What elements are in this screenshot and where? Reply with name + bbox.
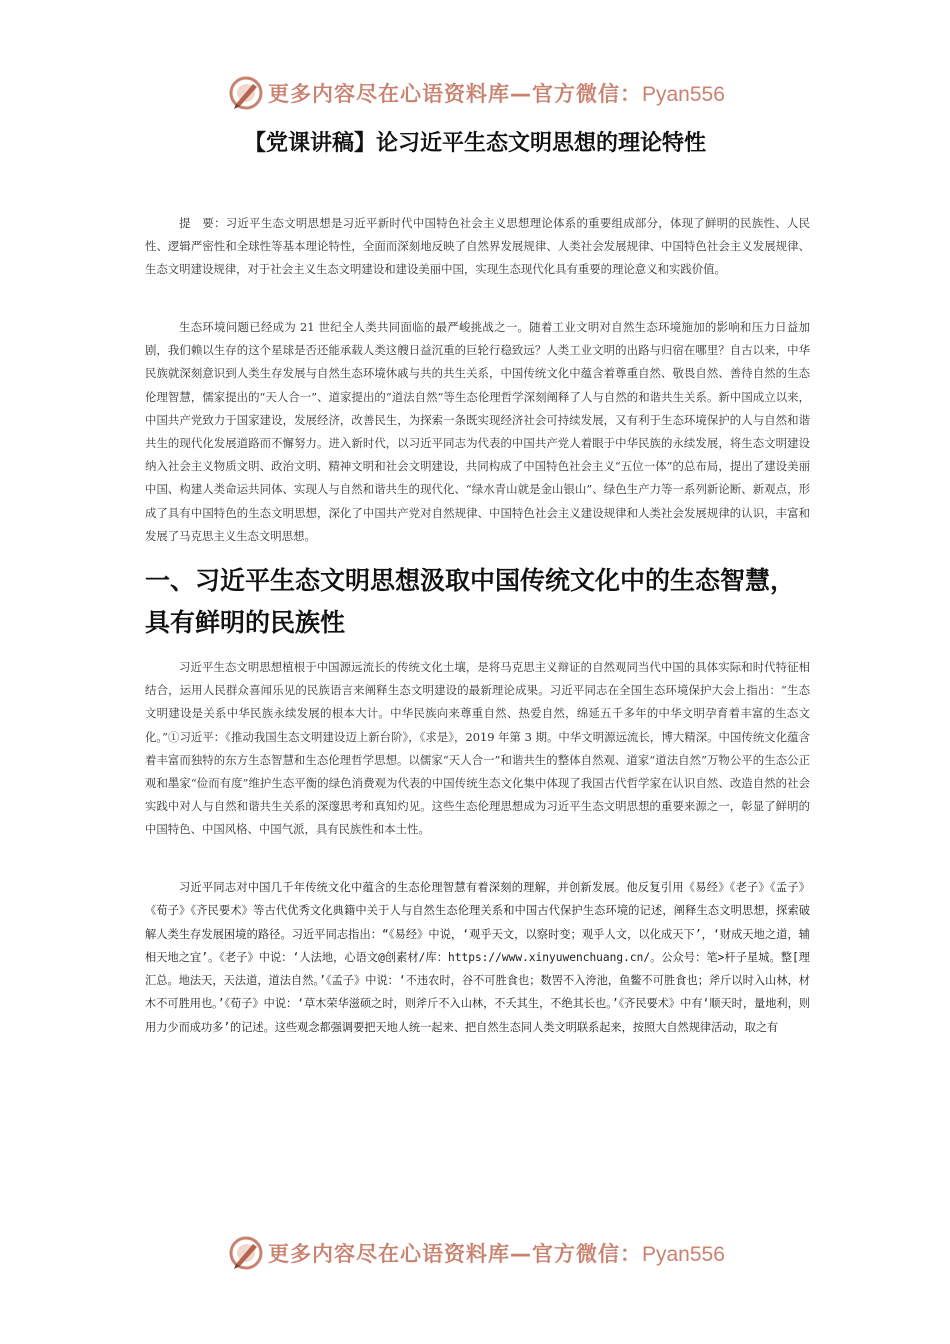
document-title: 【党课讲稿】论习近平生态文明思想的理论特性 (243, 131, 706, 156)
pen-logo-icon (228, 75, 264, 111)
section-paragraph-2: 习近平同志对中国几千年传统文化中蕴含的生态伦理智慧有着深刻的理解，并创新发展。他反复引用《易经》《老子》《孟子》《荀子》《齐民要术》等古代优秀文化典籍中关于人与自然生态伦理关系和中国古代保护生态环境的记述，阐释生态文明思想，探索破解人类生存发展困境的路径。习近平同志指出：“《易经》中说，‘观乎天文，以察时变；观乎人文，以化成天下’，‘财成天地之道，辅相天地之宜’。《老子》中说：‘人法地，心语文@创素材/库：https://www.xinyuwenchuang.cn/。公众号：笔>杆子星城。整[理汇总。地法天，天法道，道法自然。’《孟子》中说：‘不违农时，谷不可胜食也；数罟不入洿池，鱼鳖不可胜食也；斧斤以时入山林，材木不可胜用也。’《荀子》中说：‘草木荣华滋硕之时，则斧斤不入山林，不夭其生，不绝其长也。’《齐民要术》中有‘顺天时，量地利，则用力少而成功多’的记述。这些观念都强调要把天地人统一起来、把自然生态同人类文明联系起来，按照大自然规律活动，取之有 (145, 881, 810, 1034)
wechat-id: Pyan556 (642, 83, 725, 106)
section-heading: 一、习近平生态文明思想汲取中国传统文化中的生态智慧，具有鲜明的民族性 (145, 566, 796, 637)
header-banner (228, 73, 728, 113)
banner-text: 更多内容尽在心语资料库—官方微信：Pyan556 (268, 1242, 725, 1266)
section-paragraph-1: 习近平生态文明思想植根于中国源远流长的传统文化土壤，是将马克思主义辩证的自然观同当代中国的具体实际和时代特征相结合，运用人民群众喜闻乐见的民族语言来阐释生态文明建设的最新理论成果。习近平同志在全国生态环境保护大会上指出：“生态文明建设是关系中华民族永续发展的根本大计。中华民族向来尊重自然、热爱自然，绵延五千多年的中华文明孕育着丰富的生态文化。”①习近平：《推动我国生态文明建设迈上新台阶》，《求是》，2019 年第 3 期。中华文明源远流长，博大精深。中国传统文化蕴含着丰富而独特的东方生态智慧和生态伦理哲学思想。以儒家“天人合一”和谐共生的整体自然观、道家“道法自然”万物公平的生态公正观和墨家“俭而有度”维护生态平衡的绿色消费观为代表的中国传统生态文化集中体现了我国古代哲学家在认识自然、改造自然的社会实践中对人与自然和谐共生关系的深邃思考和真知灼见。这些生态伦理思想成为习近平生态文明思想的重要来源之一，彰显了鲜明的中国特色、中国风格、中国气派，具有民族性和本土性。 (145, 660, 810, 837)
wechat-id: Pyan556 (642, 1243, 725, 1266)
banner-text: 更多内容尽在心语资料库—官方微信：Pyan556 (268, 82, 725, 106)
abstract-paragraph: 提 要：习近平生态文明思想是习近平新时代中国特色社会主义思想理论体系的重要组成部分，体现了鲜明的民族性、人民性、逻辑严密性和全球性等基本理论特性，全面而深刻地反映了自然界发展规律、人类社会发展规律、中国特色社会主义发展规律、生态文明建设规律，对于社会主义生态文明建设和建设美丽中国，实现生态现代化具有重要的理论意义和实践价值。 (145, 216, 810, 277)
pen-logo-icon (228, 1235, 264, 1271)
footer-banner (228, 1233, 728, 1273)
intro-paragraph: 生态环境问题已经成为 21 世纪全人类共同面临的最严峻挑战之一。随着工业文明对自然生态环境施加的影响和压力日益加剧，我们赖以生存的这个星球是否还能承载人类这艘日益沉重的巨轮行稳致远？人类工业文明的出路与归宿在哪里？自古以来，中华民族就深刻意识到人类生存发展与自然生态环境休戚与共的共生关系，中国传统文化中蕴含着尊重自然、敬畏自然、善待自然的生态伦理智慧，儒家提出的“天人合一”、道家提出的“道法自然”等生态伦理哲学深刻阐释了人与自然的和谐共生关系。新中国成立以来，中国共产党致力于国家建设，发展经济，改善民生，为探索一条既实现经济社会可持续发展，又有利于生态环境保护的人与自然和谐共生的现代化发展道路而不懈努力。进入新时代，以习近平同志为代表的中国共产党人着眼于中华民族的永续发展，将生态文明建设纳入社会主义物质文明、政治文明、精神文明和社会文明建设，共同构成了中国特色社会主义“五位一体”的总布局，提出了建设美丽中国、构建人类命运共同体、实现人与自然和谐共生的现代化、“绿水青山就是金山银山”、绿色生产力等一系列新论断、新观点，形成了具有中国特色的生态文明思想，深化了中国共产党对自然规律、中国特色社会主义建设规律和人类社会发展规律的认识，丰富和发展了马克思主义生态文明思想。 (145, 320, 810, 543)
